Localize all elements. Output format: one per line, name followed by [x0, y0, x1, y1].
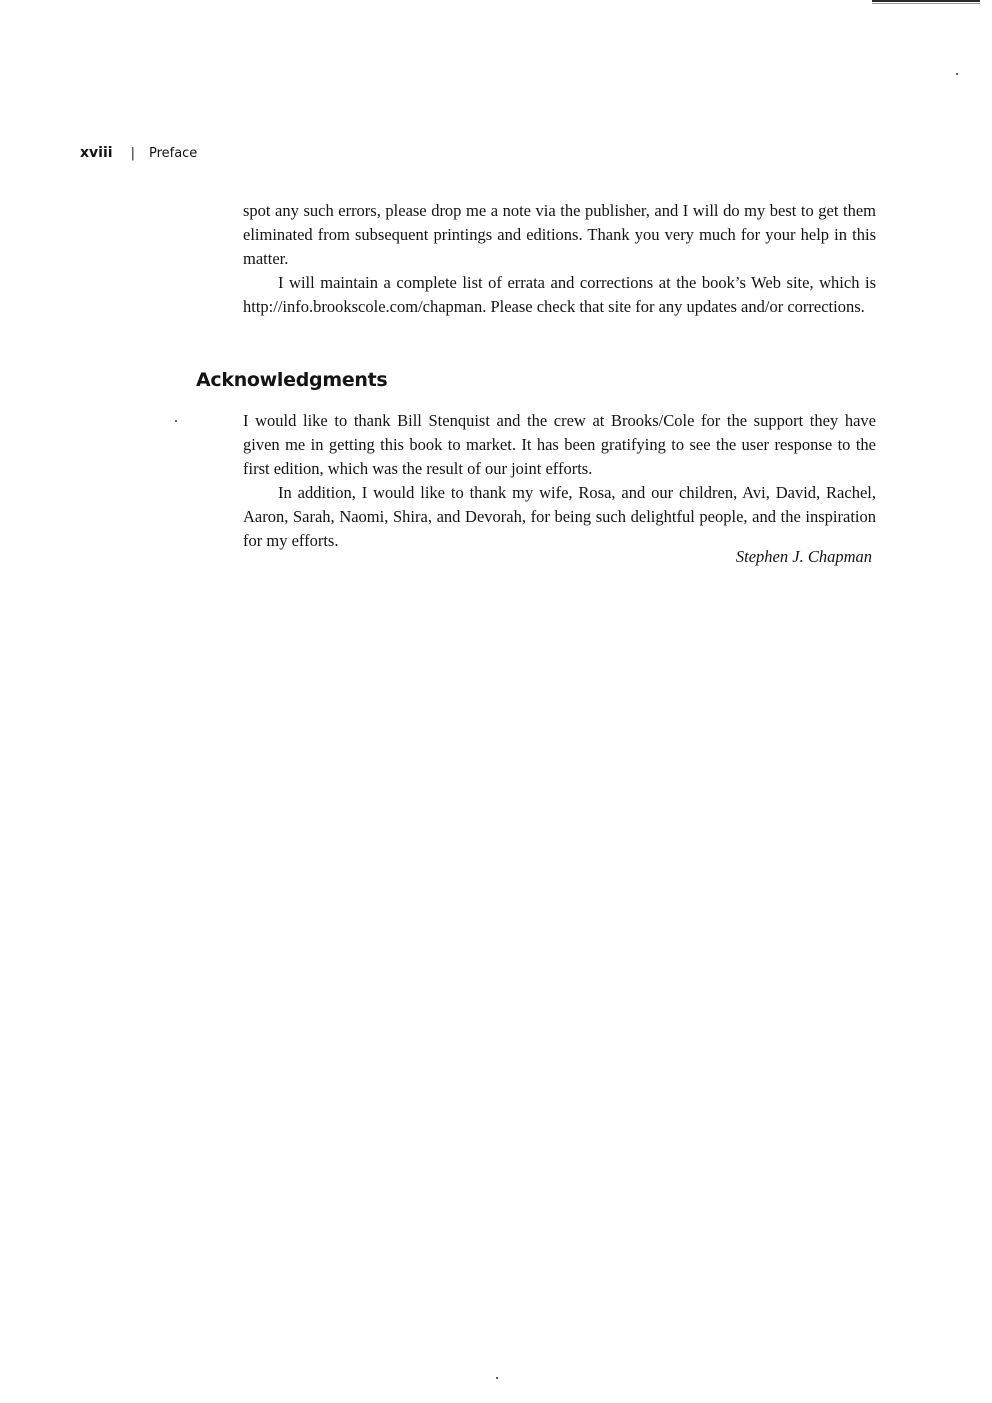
header-separator: |: [130, 145, 135, 161]
page-number: xviii: [80, 145, 113, 161]
running-head-section: Preface: [148, 145, 198, 161]
acknowledgments-text: [243, 409, 876, 553]
running-head: [80, 145, 197, 161]
errata-paragraph-2: I will maintain a complete list of errata and corrections at the book’s Web site, which is http://info.brookscole.com/chapman. Please check that site for any updates and/or corrections.: [243, 273, 876, 316]
scan-edge-mark: [872, 0, 980, 2]
scan-speck: [956, 73, 958, 75]
scan-speck: [175, 420, 177, 422]
errata-text: [243, 199, 876, 319]
scan-speck: [496, 1377, 498, 1379]
acknowledgments-paragraph-1: I would like to thank Bill Stenquist and the crew at Brooks/Cole for the support they have given me in getting this book to market. It has been gratifying to see the user response to the first edition, which was the result of our joint efforts.: [243, 411, 876, 478]
acknowledgments-paragraph-2: In addition, I would like to thank my wife, Rosa, and our children, Avi, David, Rachel, Aaron, Sarah, Naomi, Shira, and Devorah, for being such delightful people, and the inspiration for my efforts.: [243, 483, 876, 550]
errata-paragraph-1: spot any such errors, please drop me a note via the publisher, and I will do my best to get them eliminated from subsequent printings and editions. Thank you very much for your help in this matter.: [243, 201, 876, 268]
acknowledgments-heading: Acknowledgments: [196, 369, 388, 391]
author-signature: Stephen J. Chapman: [735, 547, 872, 566]
